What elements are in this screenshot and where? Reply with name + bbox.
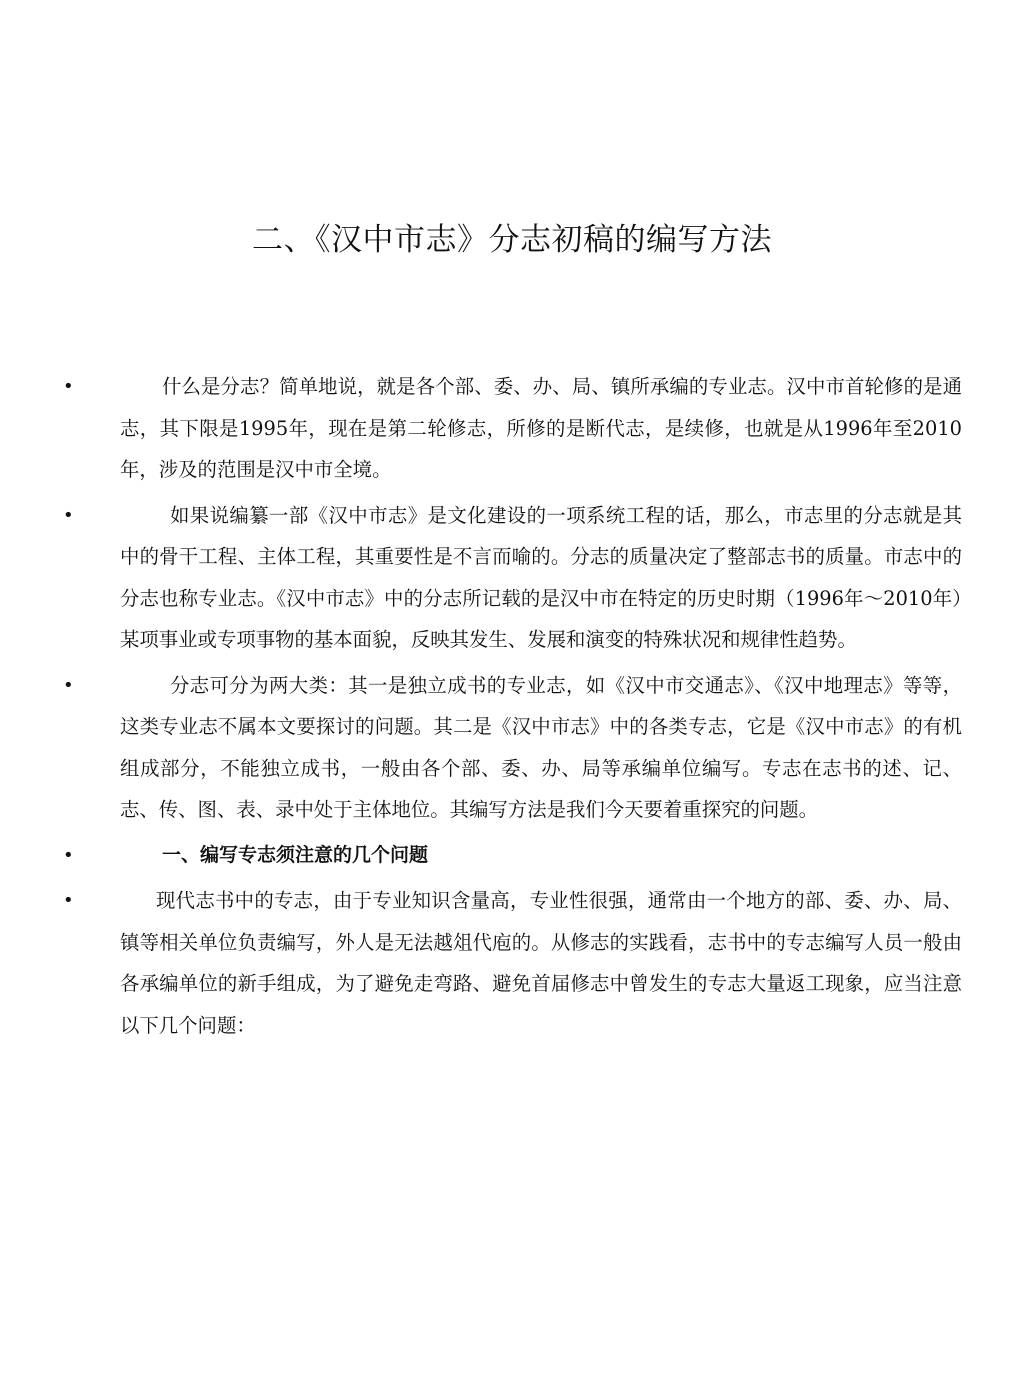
bullet-icon: •: [63, 376, 74, 397]
bullet-icon: •: [63, 674, 74, 696]
bullet-icon: •: [63, 844, 74, 866]
bullet-icon: •: [63, 890, 74, 911]
list-item: [0, 835, 1024, 877]
bullet-icon: •: [63, 504, 74, 526]
list-item: [0, 665, 1024, 831]
paragraph-two-categories: 分志可分为两大类：其一是独立成书的专业志，如《汉中市交通志》、《汉中地理志》等等，这类专业志不属本文要探讨的问题。其二是《汉中市志》中的各类专志，它是《汉中市志》的有机组成部分，不能独立成书，一般由各个部、委、办、局等承编单位编写。专志在志书的述、记、志、传、图、表、录中处于主体地位。其编写方法是我们今天要着重探究的问题。: [120, 673, 962, 821]
paragraph-importance: 如果说编纂一部《汉中市志》是文化建设的一项系统工程的话，那么，市志里的分志就是其中的骨干工程、主体工程，其重要性是不言而喻的。分志的质量决定了整部志书的质量。市志中的分志也称专业志。《汉中市志》中的分志所记载的是汉中市在特定的历史时期（1996年～2010年）某项事业或专项事物的基本面貌，反映其发生、发展和演变的特殊状况和规律性趋势。: [120, 503, 962, 651]
list-item: [0, 366, 1024, 491]
list-item: [0, 495, 1024, 661]
paragraph-modern-chronicles: 现代志书中的专志，由于专业知识含量高，专业性很强，通常由一个地方的部、委、办、局、镇等相关单位负责编写，外人是无法越俎代庖的。从修志的实践看，志书中的专志编写人员一般由各承编单位的新手组成，为了避免走弯路、避免首届修志中曾发生的专志大量返工现象，应当注意以下几个问题：: [120, 889, 962, 1037]
page-title: 二、《汉中市志》分志初稿的编写方法: [252, 222, 772, 258]
bullet-list: [0, 366, 1024, 1050]
paragraph-what-is-branch-chronicle: 什么是分志？简单地说，就是各个部、委、办、局、镇所承编的专业志。汉中市首轮修的是通志，其下限是1995年，现在是第二轮修志，所修的是断代志，是续修，也就是从1996年至2010年，涉及的范围是汉中市全境。: [120, 375, 962, 481]
section-heading: 一、编写专志须注意的几个问题: [162, 843, 429, 866]
list-item: [0, 880, 1024, 1046]
